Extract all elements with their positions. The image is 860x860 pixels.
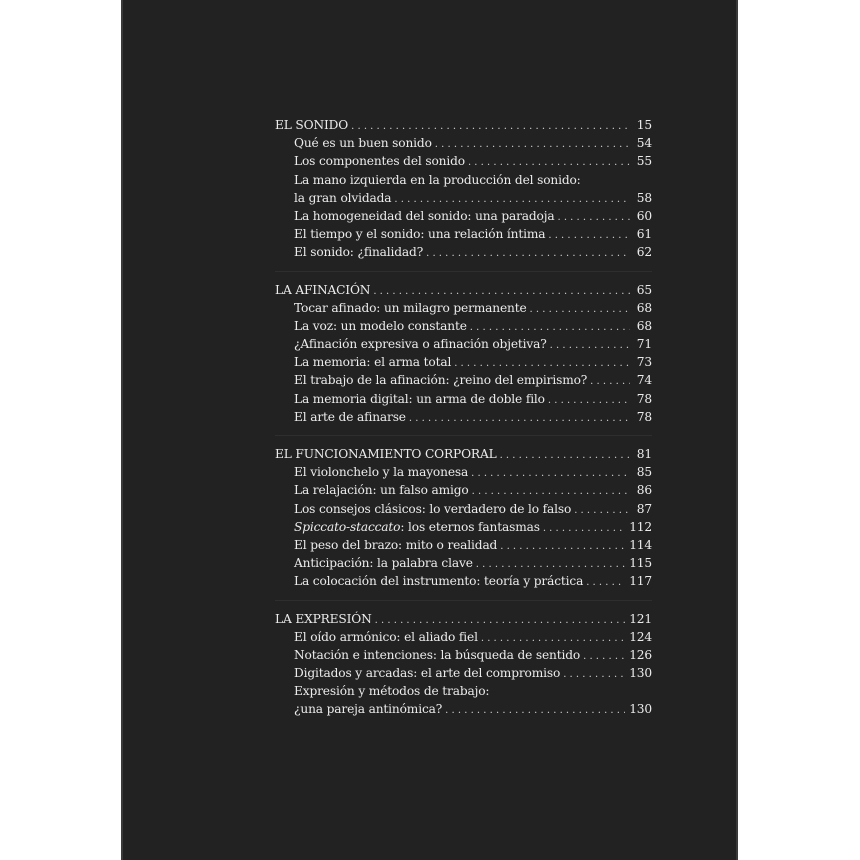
table-of-contents xyxy=(275,116,652,719)
dot-leader xyxy=(590,373,630,391)
page-number: 60 xyxy=(636,208,652,223)
entry-title: El violonchelo y la mayonesa xyxy=(294,465,469,480)
toc-entry[interactable] xyxy=(275,243,652,261)
entry-title: El peso del brazo: mito o realidad xyxy=(294,537,498,552)
toc-entry[interactable] xyxy=(275,371,652,389)
page-number: 55 xyxy=(636,154,652,169)
toc-entry[interactable] xyxy=(275,572,652,590)
toc-entry[interactable] xyxy=(275,225,652,243)
toc-entry[interactable] xyxy=(275,317,652,335)
toc-entry[interactable] xyxy=(275,207,652,225)
dot-leader xyxy=(557,209,630,227)
page-number: 61 xyxy=(636,227,652,242)
entry-title: la gran olvidada xyxy=(294,190,392,205)
toc-heading[interactable] xyxy=(275,445,652,463)
toc-entry[interactable] xyxy=(275,518,652,536)
entry-title-italic: Spiccato-staccato xyxy=(294,519,401,534)
entry-title: La memoria digital: un arma de doble filo xyxy=(294,391,545,406)
entry-title-line1: La mano izquierda en la producción del sonido: xyxy=(294,172,581,187)
page-number: 65 xyxy=(636,282,652,297)
entry-title: Los consejos clásicos: lo verdadero de lo falso xyxy=(294,501,572,516)
toc-entry[interactable] xyxy=(275,408,652,426)
page-number: 114 xyxy=(629,537,652,552)
entry-title: El oído armónico: el aliado fiel xyxy=(294,629,478,644)
page-number: 68 xyxy=(636,300,652,315)
toc-heading[interactable] xyxy=(275,281,652,299)
toc-entry[interactable] xyxy=(275,664,652,682)
page-number: 58 xyxy=(636,190,652,205)
book-page xyxy=(121,0,738,860)
page-number: 71 xyxy=(636,337,652,352)
toc-section-el-sonido xyxy=(275,116,652,262)
page-number: 78 xyxy=(636,391,652,406)
dot-leader xyxy=(471,465,630,483)
dot-leader xyxy=(548,392,630,410)
toc-entry[interactable] xyxy=(275,390,652,408)
dot-leader xyxy=(548,227,630,245)
page-number: 73 xyxy=(636,355,652,370)
page-number: 81 xyxy=(636,447,652,461)
entry-title: Qué es un buen sonido xyxy=(294,136,432,151)
page-number: 112 xyxy=(629,519,652,534)
page-number: 121 xyxy=(629,611,652,626)
entry-title: Anticipación: la palabra clave xyxy=(294,556,473,571)
page-number: 86 xyxy=(636,483,652,498)
toc-entry-line1[interactable] xyxy=(275,682,652,700)
toc-heading[interactable] xyxy=(275,610,652,628)
page-number: 62 xyxy=(636,245,652,260)
toc-entry[interactable] xyxy=(275,299,652,317)
dot-leader xyxy=(530,301,630,319)
toc-section-el-funcionamiento-corporal xyxy=(275,435,652,591)
dot-leader xyxy=(586,574,625,592)
toc-entry[interactable] xyxy=(275,628,652,646)
toc-section-la-expresion xyxy=(275,600,652,719)
toc-entry[interactable] xyxy=(275,335,652,353)
entry-title: ¿una pareja antinómica? xyxy=(294,702,443,717)
entry-title: Los componentes del sonido xyxy=(294,154,465,169)
toc-entry[interactable] xyxy=(275,481,652,499)
page-number: 115 xyxy=(629,556,652,571)
dot-leader xyxy=(409,410,630,428)
toc-entry[interactable] xyxy=(275,700,652,718)
page-number: 124 xyxy=(629,629,652,644)
heading-title: LA EXPRESIÓN xyxy=(275,611,372,626)
page-number: 68 xyxy=(636,318,652,333)
entry-title: La colocación del instrumento: teoría y práctica xyxy=(294,574,584,589)
toc-entry[interactable] xyxy=(275,536,652,554)
heading-title: EL FUNCIONAMIENTO CORPORAL xyxy=(275,447,497,461)
page-number: 117 xyxy=(629,574,652,589)
toc-entry[interactable] xyxy=(275,134,652,152)
entry-title-rest: : los eternos fantasmas xyxy=(400,519,540,534)
entry-title: El trabajo de la afinación: ¿reino del empirismo? xyxy=(294,373,588,388)
toc-heading[interactable] xyxy=(275,116,652,134)
toc-entry-line1[interactable] xyxy=(275,171,652,189)
dot-leader xyxy=(550,337,630,355)
entry-title: El sonido: ¿finalidad? xyxy=(294,245,424,260)
page-number: 130 xyxy=(629,702,652,717)
toc-section-la-afinacion xyxy=(275,271,652,427)
dot-leader xyxy=(500,447,630,465)
page-number: 15 xyxy=(636,118,652,132)
toc-entry[interactable] xyxy=(275,152,652,170)
page-number: 74 xyxy=(636,373,652,388)
entry-title xyxy=(294,518,540,536)
dot-leader xyxy=(543,520,625,538)
toc-entry[interactable] xyxy=(275,646,652,664)
toc-entry[interactable] xyxy=(275,500,652,518)
entry-title: La relajación: un falso amigo xyxy=(294,483,469,498)
dot-leader xyxy=(445,702,625,720)
entry-title: La voz: un modelo constante xyxy=(294,318,467,333)
entry-title: Notación e intenciones: la búsqueda de sentido xyxy=(294,647,581,662)
entry-title-line1: Expresión y métodos de trabajo: xyxy=(294,684,490,699)
entry-title: Digitados y arcadas: el arte del compromiso xyxy=(294,666,561,681)
toc-entry[interactable] xyxy=(275,189,652,207)
toc-entry[interactable] xyxy=(275,463,652,481)
toc-entry[interactable] xyxy=(275,353,652,371)
toc-entry[interactable] xyxy=(275,554,652,572)
dot-leader xyxy=(563,666,625,684)
dot-leader xyxy=(574,502,630,520)
entry-title: El tiempo y el sonido: una relación íntima xyxy=(294,227,546,242)
page-number: 85 xyxy=(636,465,652,480)
dot-leader xyxy=(500,538,625,556)
page-number: 87 xyxy=(636,501,652,516)
dot-leader xyxy=(583,648,625,666)
entry-title: El arte de afinarse xyxy=(294,409,406,424)
heading-title: LA AFINACIÓN xyxy=(275,282,371,297)
entry-title: ¿Afinación expresiva o afinación objetiva? xyxy=(294,337,547,352)
page-number: 126 xyxy=(629,647,652,662)
entry-title: Tocar afinado: un milagro permanente xyxy=(294,300,527,315)
page-number: 54 xyxy=(636,136,652,151)
dot-leader xyxy=(426,245,630,263)
page-number: 130 xyxy=(629,666,652,681)
entry-title: La memoria: el arma total xyxy=(294,355,452,370)
entry-title: La homogeneidad del sonido: una paradoja xyxy=(294,208,555,223)
page-number: 78 xyxy=(636,409,652,424)
heading-title: EL SONIDO xyxy=(275,118,349,132)
